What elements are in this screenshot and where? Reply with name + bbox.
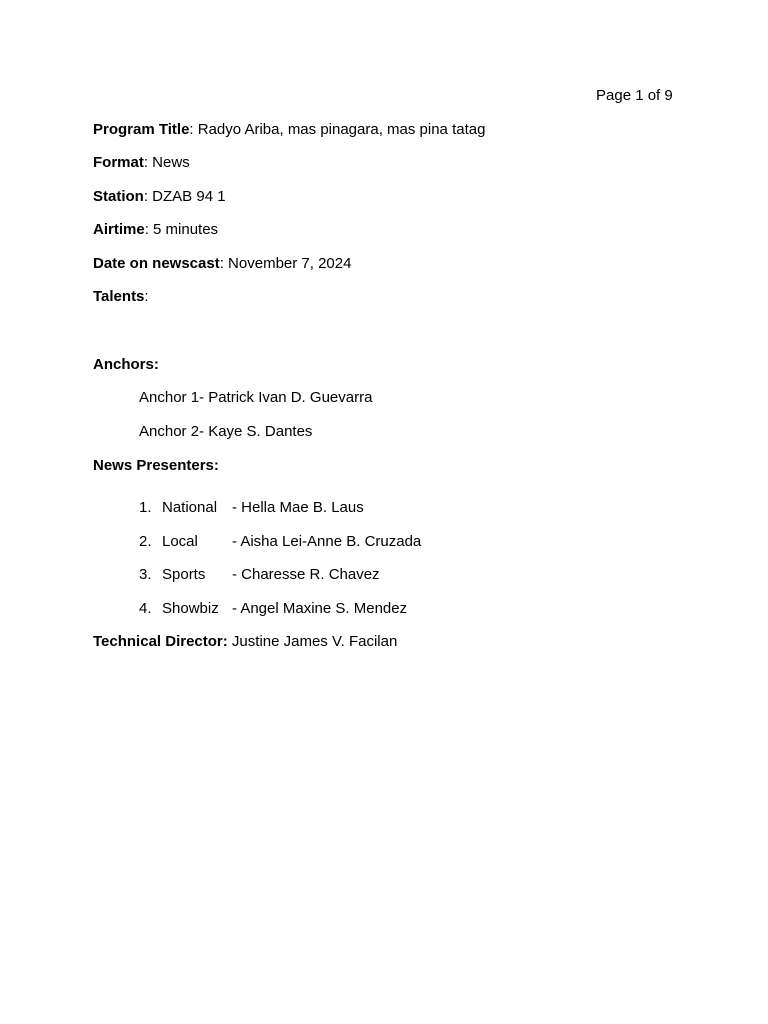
date-value: November 7, 2024 <box>223 255 352 272</box>
news-presenters-heading: News Presenters: <box>93 457 219 474</box>
date-line <box>93 255 351 273</box>
talents-label: Talents <box>93 288 145 305</box>
station-label: Station <box>93 188 144 205</box>
presenter-number: 1. <box>139 499 152 516</box>
format-sep: : <box>143 154 149 171</box>
technical-director-label: Technical Director: <box>93 633 228 650</box>
program-title-line <box>93 121 485 139</box>
airtime-sep: : <box>144 221 149 238</box>
talents-sep: : <box>144 288 149 305</box>
technical-director-line <box>93 633 397 651</box>
airtime-line <box>93 221 218 239</box>
format-value: News <box>148 154 190 171</box>
talents-line <box>93 288 149 306</box>
station-sep: : <box>143 188 149 205</box>
presenter-category: Showbiz <box>162 600 219 617</box>
date-label: Date on newscast <box>93 255 220 272</box>
presenter-number: 4. <box>139 600 152 617</box>
presenter-category: Local <box>162 533 198 550</box>
presenter-number: 3. <box>139 566 152 583</box>
date-sep: : <box>219 255 224 272</box>
presenter-category: National <box>162 499 218 516</box>
presenter-name: - Charesse R. Chavez <box>232 566 380 583</box>
format-line <box>93 154 190 172</box>
program-title-sep: : <box>189 121 194 138</box>
station-value: DZAB 94 1 <box>148 188 226 205</box>
presenter-name: - Hella Mae B. Laus <box>232 499 364 516</box>
page-number: Page 1 of 9 <box>596 87 673 104</box>
station-line <box>93 188 226 206</box>
program-title-value: Radyo Ariba, mas pinagara, mas pina tatag <box>193 121 486 138</box>
anchor-item: Anchor 1- Patrick Ivan D. Guevarra <box>139 389 373 406</box>
format-label: Format <box>93 154 144 171</box>
presenter-name: - Angel Maxine S. Mendez <box>232 600 408 617</box>
anchors-heading: Anchors: <box>93 356 159 373</box>
anchor-item: Anchor 2- Kaye S. Dantes <box>139 423 313 440</box>
presenter-name: - Aisha Lei-Anne B. Cruzada <box>232 533 422 550</box>
technical-director-value: Justine James V. Facilan <box>227 633 398 650</box>
airtime-label: Airtime <box>93 221 145 238</box>
presenter-category: Sports <box>162 566 206 583</box>
presenter-number: 2. <box>139 533 152 550</box>
airtime-value: 5 minutes <box>148 221 219 238</box>
program-title-label: Program Title <box>93 121 190 138</box>
